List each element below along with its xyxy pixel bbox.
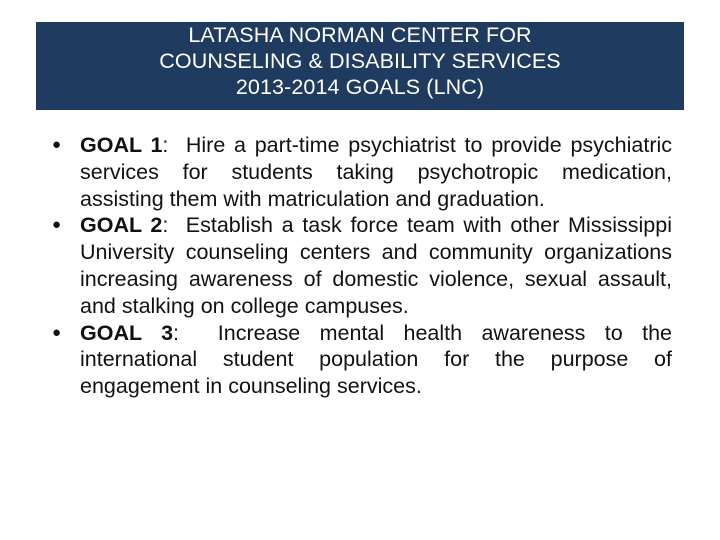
goal-label: GOAL 2 xyxy=(80,213,163,238)
goal-label: GOAL 1 xyxy=(80,133,163,157)
goal-label: GOAL 3 xyxy=(80,320,174,345)
goals-list xyxy=(48,132,672,400)
goal-item-2 xyxy=(48,212,672,319)
bullet-icon: ● xyxy=(52,136,62,153)
goal-separator: : xyxy=(173,320,180,345)
title-line-1: LATASHA NORMAN CENTER FOR xyxy=(188,23,532,47)
bullet-icon: ● xyxy=(52,323,62,341)
goal-item-1 xyxy=(48,132,672,212)
bullet-icon: ● xyxy=(52,216,62,234)
goal-item-3 xyxy=(48,320,672,400)
title-banner xyxy=(36,22,684,110)
goal-separator: : xyxy=(162,133,169,157)
title-line-2: COUNSELING & DISABILITY SERVICES xyxy=(159,49,561,73)
slide-title xyxy=(36,22,684,100)
goal-separator: : xyxy=(162,213,169,238)
goal-text: Increase mental health awareness to the international student population for the purpose of engagement in counseling services. xyxy=(80,320,672,399)
goal-text: Establish a task force team with other Mississippi University counseling centers and community organizations increasing awareness of domestic violence, sexual assault, and stalking on college campuses. xyxy=(80,213,672,318)
goal-text: Hire a part-time psychiatrist to provide psychiatric services for students taking psychotropic medication, assisting them with matriculation and graduation. xyxy=(80,133,673,211)
title-line-3: 2013-2014 GOALS (LNC) xyxy=(235,75,485,99)
